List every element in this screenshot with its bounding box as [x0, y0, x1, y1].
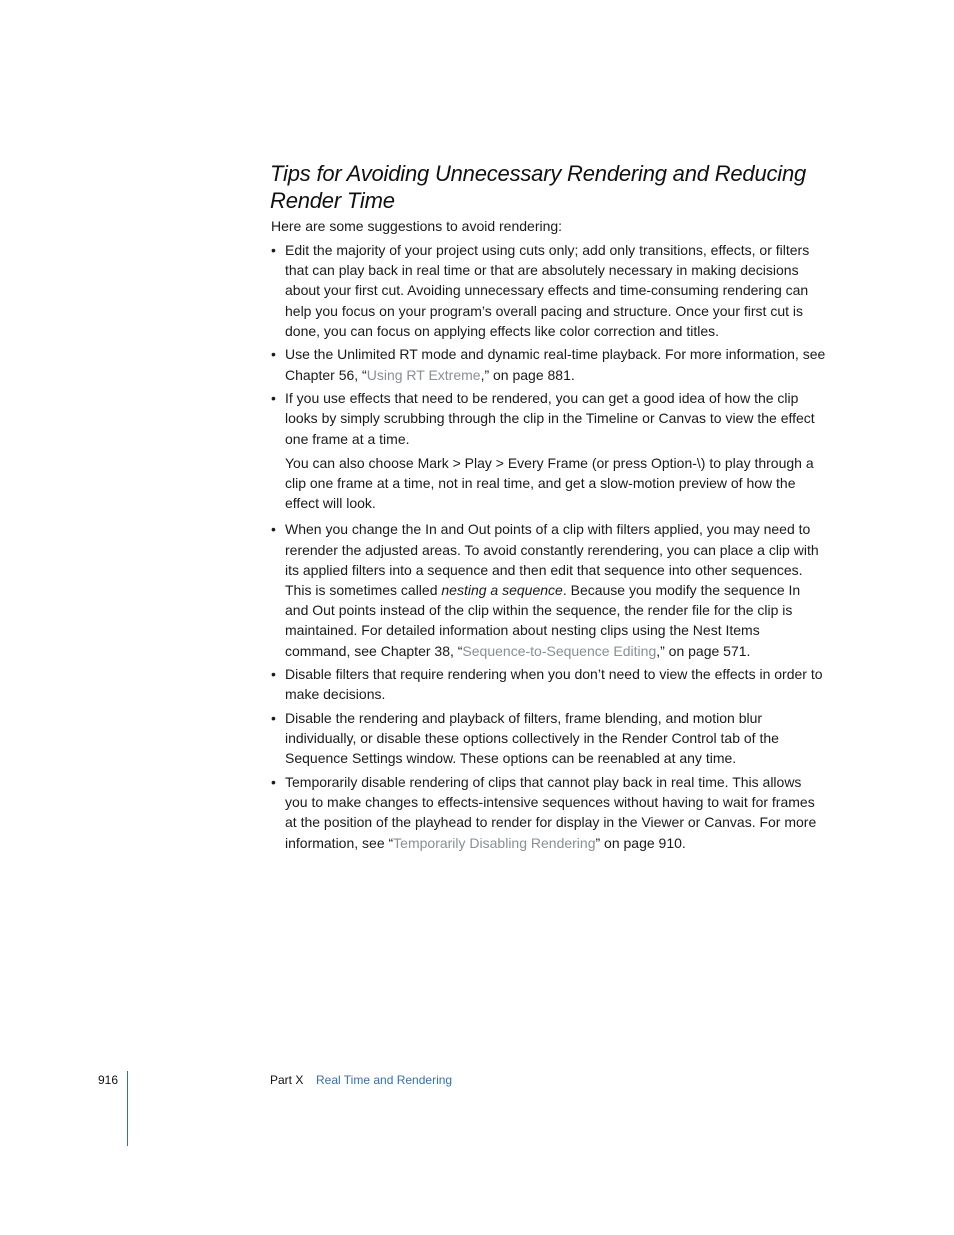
list-item-subparagraph: You can also choose Mark > Play > Every Frame (or press Option-\) to play through a clip one frame at a time, not in real time, and get a slow-motion preview of how the effect will look. [285, 454, 814, 512]
footer-part-label: Part X [270, 1073, 304, 1087]
cross-reference-link[interactable]: Using RT Extreme [366, 366, 481, 383]
cross-reference-link[interactable]: Temporarily Disabling Rendering [393, 834, 596, 851]
list-item-text: Edit the majority of your project using cuts only; add only transitions, effects, or filters that can play back in real time or that are absolutely necessary in making decisions about your first cut. Avoiding unnecessary effects and time-consuming rendering can help you focus on your program’s overall pacing and structure. Once your first cut is done, you can focus on applying effects like color correction and titles. [285, 242, 810, 339]
list-item [271, 664, 827, 704]
bullet-icon: • [271, 346, 276, 363]
list-item [271, 240, 827, 341]
bullet-icon: • [271, 242, 276, 258]
footer-divider [127, 1071, 128, 1146]
list-item-text: Disable the rendering and playback of filters, frame blending, and motion blur individually, or disable these options collectively in the Render Control tab of the Sequence Settings window. These options can be reenabled at any time. [285, 710, 779, 767]
emphasized-term: nesting a sequence [441, 582, 563, 599]
section-heading: Tips for Avoiding Unnecessary Rendering and Reducing Render Time [270, 161, 807, 213]
bullet-icon: • [271, 390, 276, 407]
bullet-icon: • [271, 710, 276, 727]
list-item-text [285, 519, 827, 660]
list-item [271, 519, 827, 660]
footer-section-title: Real Time and Rendering [316, 1073, 453, 1087]
bullet-icon: • [271, 666, 276, 683]
list-item [271, 708, 827, 769]
bullet-icon: • [271, 774, 276, 791]
list-item [271, 772, 827, 853]
cross-reference-link[interactable]: Sequence-to-Sequence Editing [462, 642, 657, 659]
list-item-text-before: Temporarily disable rendering of clips that cannot play back in real time. This allows you to make changes to effects-intensive sequences without having to wait for frames at the position of the playhead to render for display in the Viewer or Canvas. For more information, see “ [285, 774, 817, 851]
page-number: 916 [98, 1073, 119, 1087]
list-item-text: If you use effects that need to be rendered, you can get a good idea of how the clip looks by simply scrubbing through the clip in the Timeline or Canvas to view the effect one frame at a time. [285, 390, 815, 447]
intro-text: Here are some suggestions to avoid rendering: [271, 218, 563, 234]
list-item [271, 388, 827, 513]
list-item-text: Disable filters that require rendering when you don’t need to view the effects in order to make decisions. [285, 666, 823, 703]
list-item [271, 344, 827, 384]
list-item-text-after: ,” on page 881. [480, 366, 575, 383]
list-item-text-after: ,” on page 571. [656, 642, 751, 659]
list-item-text-before: When you change the In and Out points of a clip with filters applied, you may need to rerender the adjusted areas. To avoid constantly rerendering, you can place a clip with its applied filters into a sequence and then edit that sequence into other sequences. This is sometimes called [285, 521, 819, 599]
list-item-text [285, 344, 827, 384]
list-item-text [285, 772, 827, 853]
list-item-text-middle: . Because you modify the sequence In and Out points instead of the clip within the sequence, the render file for the clip is maintained. For detailed information about nesting clips using the Nest Items command, see Chapter 38, “ [285, 582, 801, 659]
tips-list [271, 240, 827, 856]
bullet-icon: • [271, 521, 276, 538]
list-item-text-after: ” on page 910. [595, 834, 686, 851]
list-item-text-before: Use the Unlimited RT mode and dynamic real-time playback. For more information, see Chapter 56, “ [285, 346, 826, 383]
